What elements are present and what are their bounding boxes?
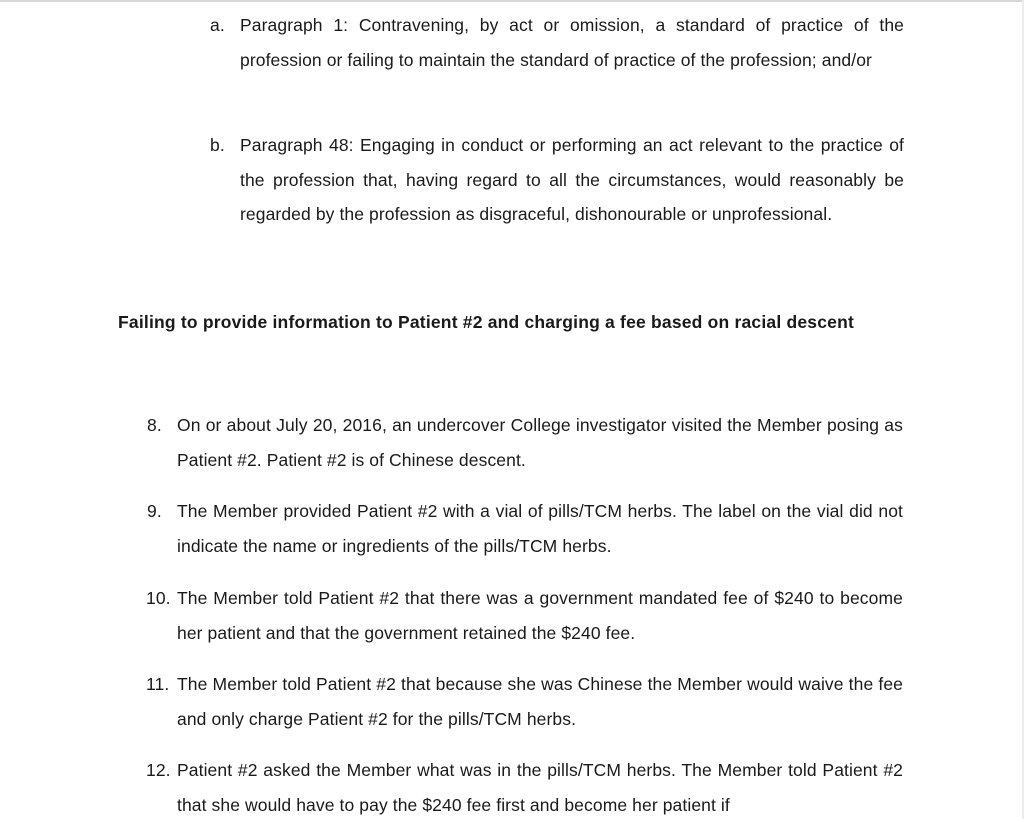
item-text: Patient #2 asked the Member what was in the pills/TCM herbs. The Member told Patient #2 that she would have to pay the $240 fee first and become her patient if xyxy=(177,760,903,815)
item-number: 10. xyxy=(146,588,171,608)
item-number: 12. xyxy=(146,760,171,780)
numbered-item-12 xyxy=(146,753,903,822)
numbered-item-11 xyxy=(146,667,903,736)
sub-item-text: Paragraph 1: Contravening, by act or omission, a standard of practice of the profession or failing to maintain the standard of practice of the profession; and/or xyxy=(240,15,904,70)
sub-item-marker: a. xyxy=(210,15,225,35)
sub-item-text: Paragraph 48: Engaging in conduct or performing an act relevant to the practice of the profession that, having regard to all the circumstances, would reasonably be regarded by the profession as disgraceful, dishonourable or unprofessional. xyxy=(240,135,904,224)
numbered-item-9 xyxy=(147,494,903,563)
item-text: The Member told Patient #2 that because she was Chinese the Member would waive the fee and only charge Patient #2 for the pills/TCM herbs. xyxy=(177,674,903,729)
sub-item-a xyxy=(210,8,904,77)
item-number: 11. xyxy=(146,674,170,694)
item-text: The Member told Patient #2 that there was a government mandated fee of $240 to become her patient and that the government retained the $240 fee. xyxy=(177,588,903,643)
item-number: 9. xyxy=(147,501,162,521)
sub-item-b xyxy=(210,128,904,232)
item-text: On or about July 20, 2016, an undercover College investigator visited the Member posing as Patient #2. Patient #2 is of Chinese descent. xyxy=(177,415,903,470)
numbered-item-8 xyxy=(147,408,903,477)
item-text: The Member provided Patient #2 with a vial of pills/TCM herbs. The label on the vial did not indicate the name or ingredients of the pills/TCM herbs. xyxy=(177,501,903,556)
item-number: 8. xyxy=(147,415,162,435)
section-heading: Failing to provide information to Patient #2 and charging a fee based on racial descent xyxy=(118,312,855,332)
numbered-item-10 xyxy=(146,581,903,650)
sub-item-marker: b. xyxy=(210,135,225,155)
